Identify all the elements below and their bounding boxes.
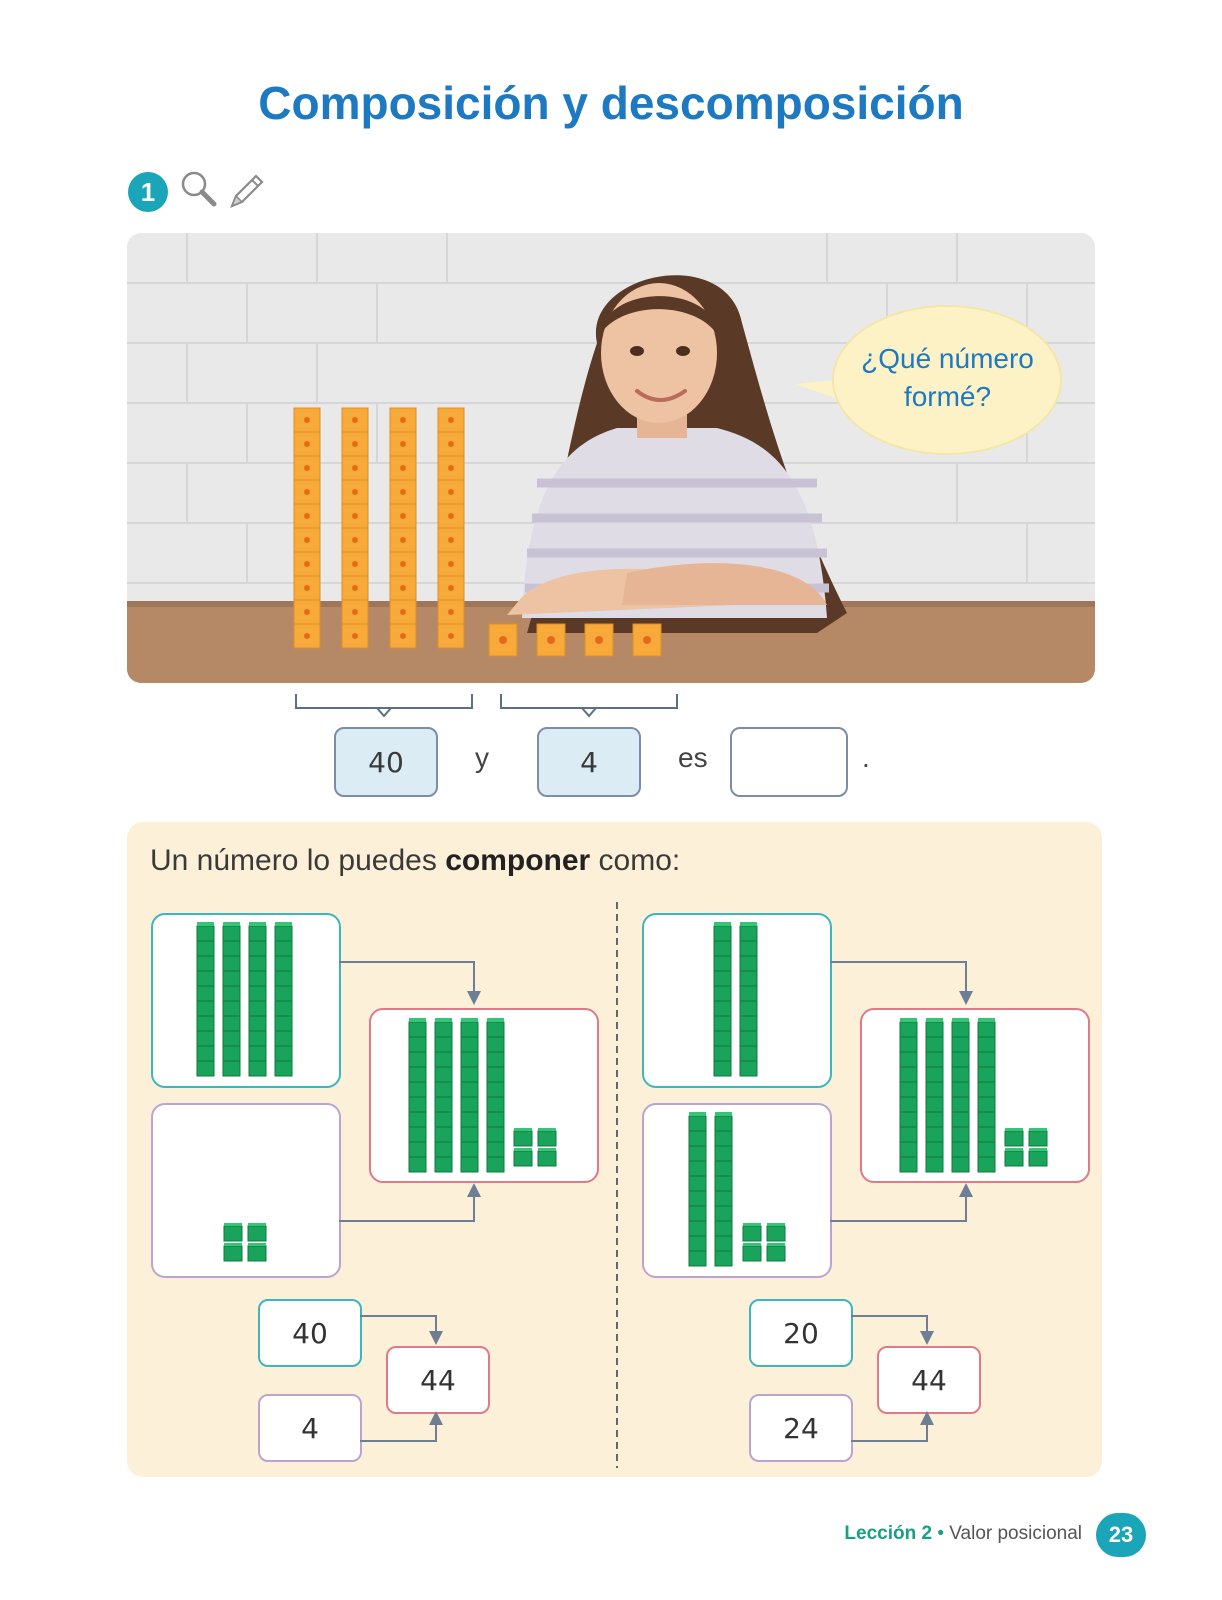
magnifier-icon [183, 173, 214, 204]
right-ones-card [642, 1103, 832, 1278]
left-ones-card [151, 1103, 341, 1278]
page-number-badge: 23 [1096, 1513, 1146, 1557]
ones-value-box: 4 [537, 727, 641, 797]
speech-bubble-text: ¿Qué número formé? [861, 343, 1034, 412]
right-bottom-number: 24 [749, 1394, 853, 1462]
exercise-tool-icons [178, 168, 268, 214]
left-result-card [369, 1008, 599, 1183]
right-result-card [860, 1008, 1090, 1183]
orange-ten-tower [390, 408, 416, 648]
right-top-number: 20 [749, 1299, 853, 1367]
answer-input-box[interactable] [730, 727, 848, 797]
is-word: es [678, 742, 708, 773]
and-word: y [475, 742, 489, 773]
orange-ten-tower [342, 408, 368, 648]
left-result-number: 44 [386, 1346, 490, 1414]
pencil-icon [232, 176, 262, 206]
sentence-period: . [862, 742, 870, 773]
exercise-number-badge: 1 [128, 172, 168, 212]
tens-value-box: 40 [334, 727, 438, 797]
orange-ten-tower [294, 408, 320, 648]
right-tens-card [642, 913, 832, 1088]
right-result-number: 44 [877, 1346, 981, 1414]
left-tens-card [151, 913, 341, 1088]
page-footer: Lección 2 • Valor posicional [844, 1523, 1082, 1544]
orange-ten-tower [438, 408, 464, 648]
left-bottom-number: 4 [258, 1394, 362, 1462]
panel-instruction: Un número lo puedes componer como: [150, 844, 681, 877]
left-top-number: 40 [258, 1299, 362, 1367]
page-title: Composición y descomposición [258, 77, 964, 129]
